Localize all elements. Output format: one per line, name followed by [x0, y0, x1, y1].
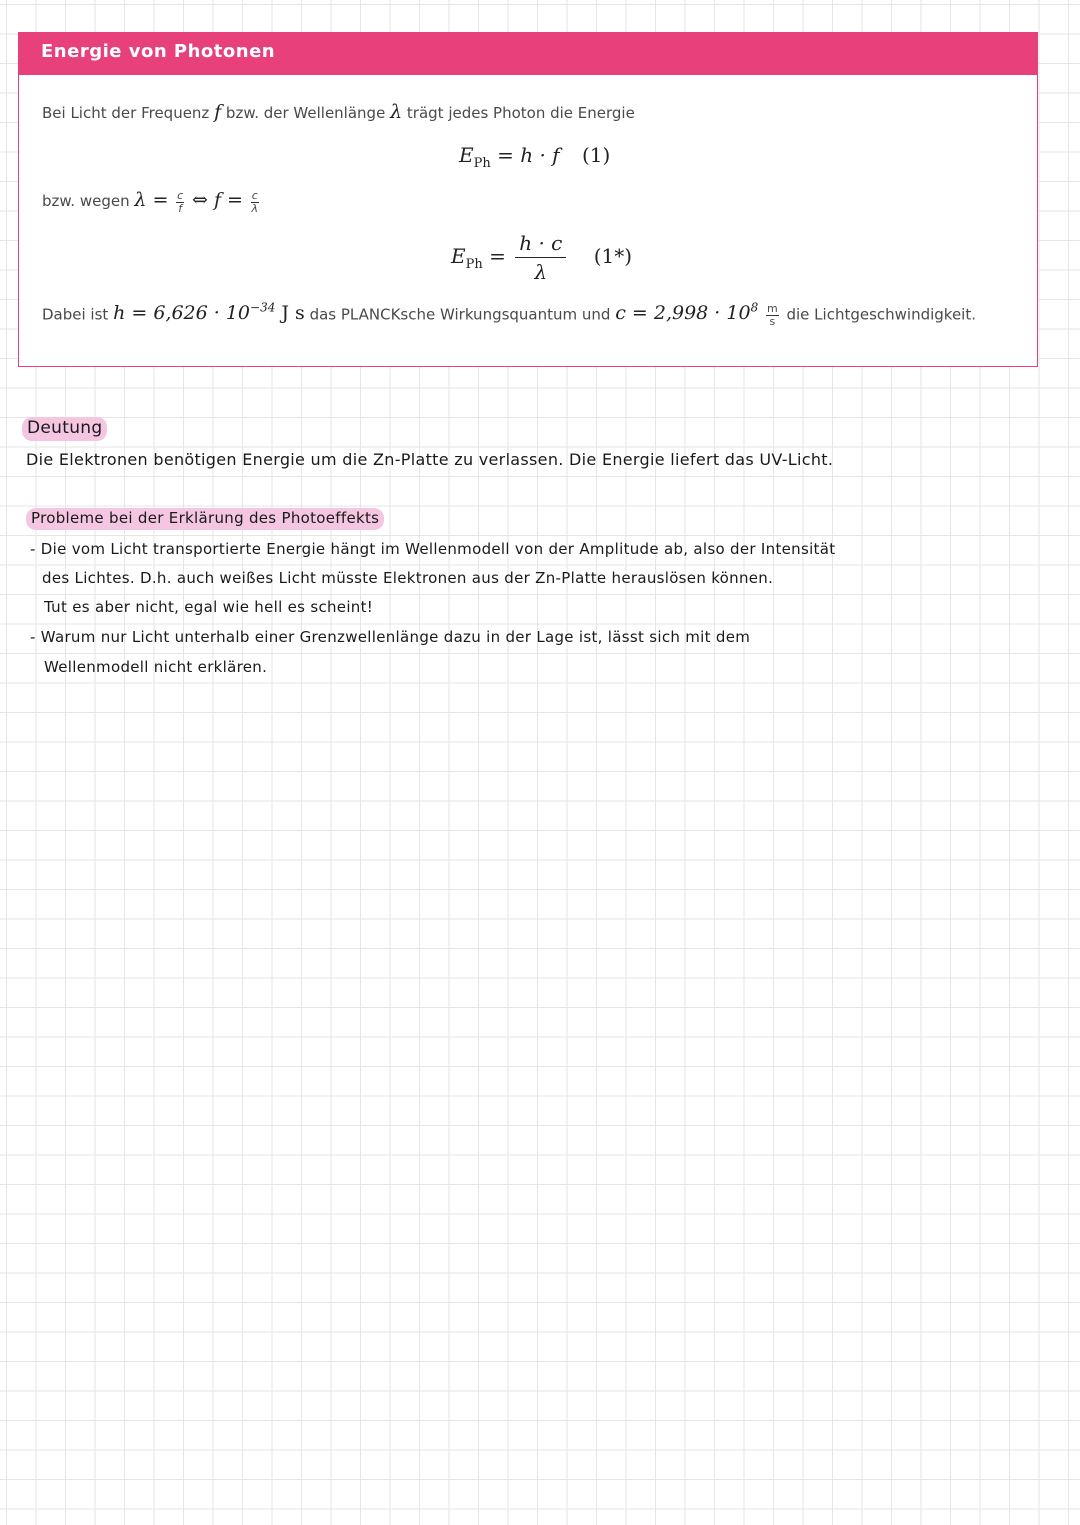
- problem-1-line-2: des Lichtes. D.h. auch weißes Licht müsste Elektronen aus der Zn-Platte herauslösen können.: [42, 569, 774, 587]
- unit-num: m: [766, 301, 778, 315]
- relation-lambda: λ =: [134, 189, 169, 211]
- frac1-num: c: [177, 188, 184, 202]
- intro-text-c: trägt jedes Photon die Energie: [406, 104, 635, 122]
- planck-exponent: −34: [250, 301, 276, 315]
- relation-text: bzw. wegen: [42, 192, 130, 210]
- planck-expr: [113, 302, 305, 324]
- unit-m-over-s: [766, 303, 779, 327]
- constants-text-c: die Lichtgeschwindigkeit.: [786, 305, 976, 324]
- eq1-lhs: E: [459, 143, 474, 167]
- relation-f: ⇔ f =: [192, 189, 243, 211]
- eq2-equals: =: [489, 244, 506, 268]
- constants-line: [42, 301, 976, 327]
- eq2-lhs: E: [451, 244, 466, 268]
- intro-text-a: Bei Licht der Frequenz: [42, 104, 210, 122]
- deutung-heading-text: Deutung: [22, 417, 107, 441]
- planck-value: h = 6,626 · 10: [113, 302, 251, 325]
- constants-text-a: Dabei ist: [42, 305, 109, 324]
- eq1-rhs: = h · f: [497, 143, 560, 167]
- unit-den: s: [769, 314, 776, 328]
- box-title: Energie von Photonen: [41, 41, 276, 62]
- intro-text-b: bzw. der Wellenlänge: [225, 104, 386, 122]
- constants-text-b: das PLANCKsche Wirkungsquantum und: [309, 305, 611, 324]
- intro-line: [42, 101, 635, 123]
- problem-1-line-1: - Die vom Licht transportierte Energie hängt im Wellenmodell von der Amplitude ab, also der Intensität: [30, 540, 836, 558]
- definition-box: [18, 32, 1038, 367]
- equation-1: [459, 143, 610, 171]
- deutung-heading: [22, 418, 107, 438]
- eq2-den: λ: [534, 260, 548, 284]
- equation-1-star: [451, 233, 632, 282]
- fraction-hc-over-lambda: [515, 233, 566, 282]
- frac2-num: c: [251, 188, 258, 202]
- deutung-text: Die Elektronen benötigen Energie um die Zn-Platte zu verlassen. Die Energie liefert das UV-Licht.: [26, 450, 834, 469]
- eq1-lhs-sub: Ph: [473, 156, 491, 171]
- symbol-f: f: [214, 101, 222, 123]
- eq2-lhs-sub: Ph: [465, 257, 483, 272]
- fraction-c-over-f: [176, 190, 184, 214]
- problem-2-line-1: - Warum nur Licht unterhalb einer Grenzwellenlänge dazu in der Lage ist, lässt sich mit dem: [30, 628, 751, 646]
- frac2-den: λ: [251, 201, 259, 215]
- eq2-num: h · c: [515, 233, 566, 258]
- box-header: [19, 33, 1037, 75]
- light-speed-exponent: 8: [750, 301, 759, 315]
- wavelength-relation-line: [42, 189, 262, 214]
- eq2-label: (1*): [593, 244, 633, 268]
- fraction-c-over-lambda: [251, 190, 259, 214]
- light-speed-value: c = 2,998 · 10: [615, 302, 751, 325]
- probleme-heading-text: Probleme bei der Erklärung des Photoeffekts: [26, 508, 384, 530]
- light-speed-expr: [615, 302, 758, 324]
- problem-2-line-2: Wellenmodell nicht erklären.: [44, 658, 268, 676]
- probleme-heading: [26, 509, 384, 527]
- frac1-den: f: [178, 201, 183, 215]
- eq1-label: (1): [581, 143, 611, 167]
- planck-unit: J s: [281, 302, 305, 325]
- problem-1-line-3: Tut es aber nicht, egal wie hell es scheint!: [44, 598, 374, 616]
- symbol-lambda: λ: [390, 101, 403, 123]
